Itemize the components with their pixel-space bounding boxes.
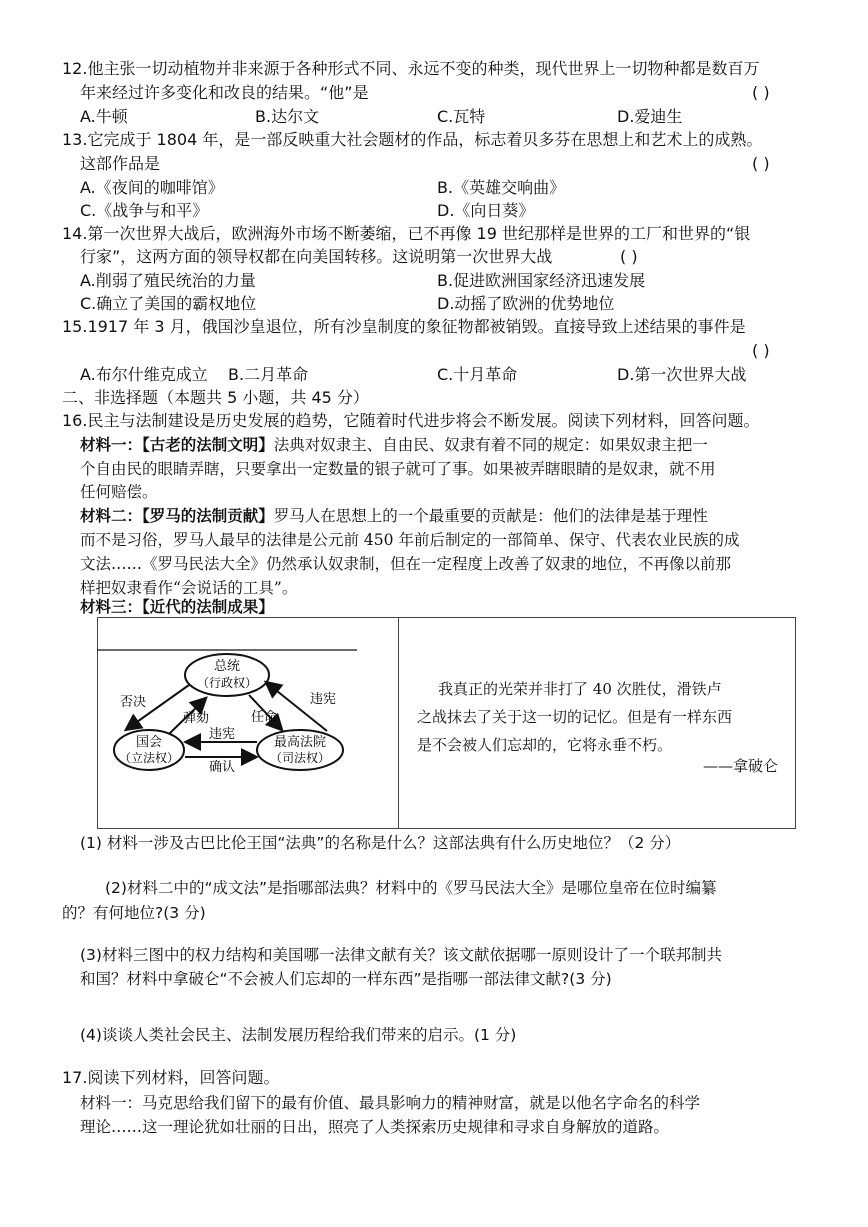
q14-line2: 行家”，这两方面的领导权都在向美国转移。这说明第一次世界大战: [80, 247, 553, 266]
q16-sub3-line1: (3)材料三图中的权力结构和美国哪一法律文献有关？该文献依据哪一原则设计了一个联邦制共: [80, 946, 722, 964]
confirm-label: 确认: [208, 760, 236, 775]
president-power-label: （行政权）: [196, 676, 258, 690]
q12-option-d[interactable]: D.爱迪生: [617, 107, 683, 126]
q14-option-d[interactable]: D.动摇了欧洲的优势地位: [437, 294, 615, 313]
congress-label: 国会: [135, 735, 163, 750]
q17-stem: 17.阅读下列材料，回答问题。: [62, 1068, 280, 1087]
q14-option-b[interactable]: B.促进欧洲国家经济迅速发展: [437, 271, 646, 290]
q13-line1: 13.它完成于 1804 年，是一部反映重大社会题材的作品，标志着贝多芬在思想上和艺术上的成熟。: [62, 130, 763, 149]
q15-option-b[interactable]: B.二月革命: [228, 365, 309, 384]
supreme-court-label: 最高法院: [273, 735, 327, 750]
unconstitutional-mid-label: 违宪: [208, 727, 236, 742]
q16-sub1: (1) 材料一涉及古巴比伦王国“法典”的名称是什么？这部法典有什么历史地位？（2 分）: [80, 834, 681, 852]
q16-material2-text1: 罗马人在思想上的一个最重要的贡献是：他们的法律是基于理性: [273, 507, 708, 525]
q14-answer-paren[interactable]: ( ): [620, 247, 638, 266]
q16-material1-line2: 个自由民的眼睛弄瞎，只要拿出一定数量的银子就可了事。如果被弄瞎眼睛的是奴隶，就不用: [80, 460, 716, 478]
q16-material1-text1: 法典对奴隶主、自由民、奴隶有着不同的规定：如果奴隶主把一: [273, 436, 708, 454]
q16-material2-line2: 而不是习俗，罗马人最早的法律是公元前 450 年前后制定的一部简单、保守、代表农业民族的成: [80, 531, 740, 549]
q14-line1: 14.第一次世界大战后，欧洲海外市场不断萎缩，已不再像 19 世纪那样是世界的工厂和世界的“银: [62, 224, 751, 243]
section-title: 二、非选择题（本题共 5 小题，共 45 分）: [62, 388, 369, 407]
q14-option-c[interactable]: C.确立了美国的霸权地位: [80, 294, 257, 313]
veto-label: 否决: [119, 695, 147, 710]
material3-divider: [398, 617, 399, 829]
q15-line1: 15.1917 年 3 月，俄国沙皇退位，所有沙皇制度的象征物都被销毁。直接导致上述结果的事件是: [62, 317, 746, 336]
supreme-court-power-label: （司法权）: [269, 751, 331, 765]
separation-of-powers-diagram: [97, 617, 398, 829]
napoleon-quote-line3: 是不会被人们忘却的，它将永垂不朽。: [417, 736, 673, 754]
q16-sub4: (4)谈谈人类社会民主、法制发展历程给我们带来的启示。(1 分): [80, 1026, 517, 1044]
q16-stem: 16.民主与法制建设是历史发展的趋势，它随着时代进步将会不断发展。阅读下列材料，回答问题。: [62, 411, 760, 430]
napoleon-quote-author: ——拿破仑: [703, 757, 779, 775]
q12-line2: 年来经过许多变化和改良的结果。“他”是: [80, 83, 369, 102]
q16-material2-line4: 样把奴隶看作“会说话的工具”。: [80, 579, 298, 597]
napoleon-quote-line1: 我真正的光荣并非打了 40 次胜仗，滑铁卢: [438, 680, 722, 698]
q15-option-c[interactable]: C.十月革命: [437, 365, 518, 384]
q12-answer-paren[interactable]: ( ): [752, 83, 770, 102]
q16-sub3-line2: 和国？材料中拿破仑“不会被人们忘却的一样东西”是指哪一部法律文献?(3 分): [80, 970, 612, 988]
q12-option-b[interactable]: B.达尔文: [255, 107, 320, 126]
q16-sub2-line1: (2)材料二中的“成文法”是指哪部法典？材料中的《罗马民法大全》是哪位皇帝在位时编纂: [105, 879, 717, 897]
impeach-label: 弹劾: [182, 711, 210, 726]
q13-option-d[interactable]: D.《向日葵》: [437, 201, 535, 220]
q13-option-c[interactable]: C.《战争与和平》: [80, 201, 209, 220]
q17-material1-line1: 材料一：马克思给我们留下的最有价值、最具影响力的精神财富，就是以他名字命名的科学: [80, 1094, 701, 1112]
q16-sub2-line2: 的？有何地位?(3 分): [62, 904, 206, 922]
q13-line2: 这部作品是: [80, 154, 161, 173]
q16-material1-line1: [80, 434, 708, 456]
appoint-label: 任命: [250, 710, 278, 725]
q16-material3-label: 材料三：【近代的法制成果】: [80, 598, 274, 616]
q14-option-a[interactable]: A.削弱了殖民统治的力量: [80, 271, 256, 290]
q16-material1-label: 材料一：【古老的法制文明】: [80, 435, 274, 454]
president-label: 总统: [213, 659, 241, 674]
q12-line1: 12.他主张一切动植物并非来源于各种形式不同、永远不变的种类，现代世界上一切物种都是数百万: [62, 59, 760, 78]
napoleon-quote-line2: 之战抹去了关于这一切的记忆。但是有一样东西: [417, 708, 733, 726]
q13-option-b[interactable]: B.《英雄交响曲》: [437, 178, 566, 197]
q16-material1-line3: 任何赔偿。: [80, 483, 158, 501]
q16-material2-line3: 文法……《罗马民法大全》仍然承认奴隶制，但在一定程度上改善了奴隶的地位，不再像以前那: [80, 555, 732, 573]
unconstitutional-right-label: 违宪: [309, 692, 337, 707]
q16-material2-label: 材料二：【罗马的法制贡献】: [80, 506, 274, 525]
q17-material1-line2: 理论……这一理论犹如壮丽的日出，照亮了人类探索历史规律和寻求自身解放的道路。: [80, 1118, 670, 1136]
q15-answer-paren[interactable]: ( ): [752, 341, 770, 360]
q12-option-a[interactable]: A.牛顿: [80, 107, 128, 126]
q15-option-a[interactable]: A.布尔什维克成立: [80, 365, 208, 384]
q15-option-d[interactable]: D.第一次世界大战: [617, 365, 747, 384]
q12-option-c[interactable]: C.瓦特: [437, 107, 486, 126]
q16-material2-line1: [80, 505, 708, 527]
congress-power-label: （立法权）: [118, 751, 180, 765]
q13-option-a[interactable]: A.《夜间的咖啡馆》: [80, 178, 224, 197]
q13-answer-paren[interactable]: ( ): [752, 154, 770, 173]
